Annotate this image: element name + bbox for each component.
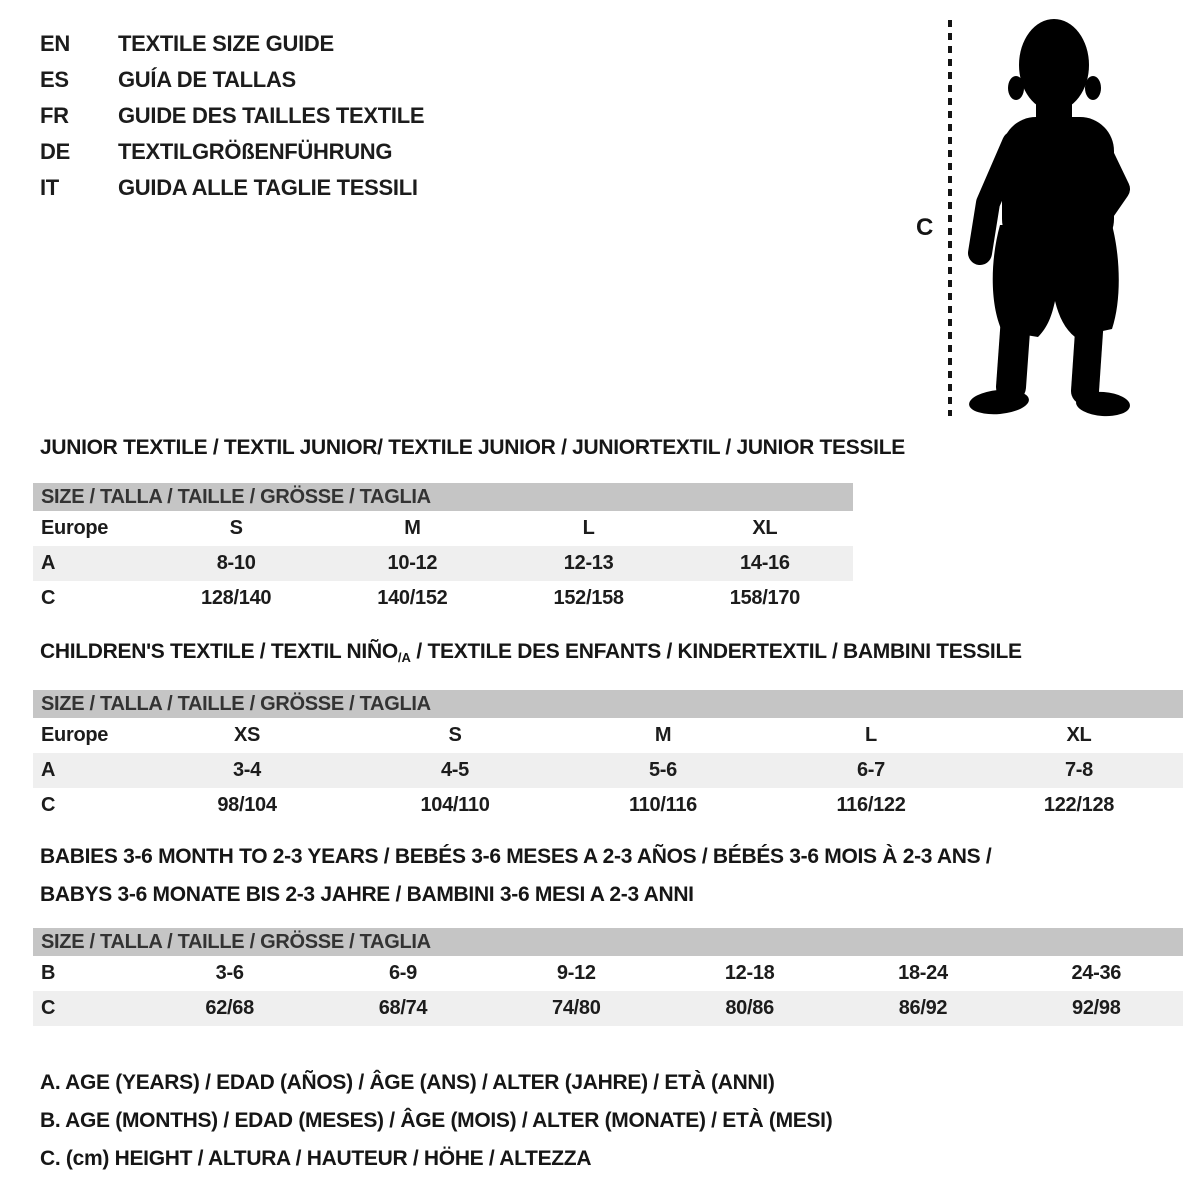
size-cell: 122/128 — [1043, 794, 1115, 816]
babies-section-title-line2: BABYS 3-6 MONATE BIS 2-3 JAHRE / BAMBINI 3-6 MESI A 2-3 ANNI — [40, 883, 694, 906]
size-header-text: SIZE / TALLA / TAILLE / GRÖSSE / TAGLIA — [41, 692, 431, 715]
language-list — [40, 26, 424, 206]
language-label: TEXTILGRÖßENFÜHRUNG — [118, 139, 393, 164]
table-row-months — [33, 956, 1183, 991]
size-header-bar — [33, 928, 1183, 956]
size-cell: 7-8 — [1064, 759, 1093, 781]
size-cell: 158/170 — [729, 587, 800, 609]
size-cell: 128/140 — [201, 587, 272, 609]
size-header-bar — [33, 483, 853, 511]
table-row-height — [33, 991, 1183, 1026]
row-label: C — [41, 794, 56, 816]
junior-size-table — [33, 483, 853, 616]
size-cell: 18-24 — [898, 962, 948, 984]
legend-line-c: C. (cm) HEIGHT / ALTURA / HAUTEUR / HÖHE / ALTEZZA — [40, 1147, 592, 1170]
language-label: GUIDA ALLE TAGLIE TESSILI — [118, 175, 418, 200]
table-row-europe — [33, 718, 1183, 753]
size-header-bar — [33, 690, 1183, 718]
size-cell: 74/80 — [552, 997, 601, 1019]
size-cell: 5-6 — [648, 759, 677, 781]
row-label: Europe — [41, 517, 109, 539]
language-row-it — [40, 170, 424, 206]
size-cell: 8-10 — [216, 552, 256, 574]
size-cell: 12-13 — [563, 552, 614, 574]
size-cell: 98/104 — [217, 794, 277, 816]
legend-line-a: A. AGE (YEARS) / EDAD (AÑOS) / ÂGE (ANS) / ALTER (JAHRE) / ETÀ (ANNI) — [40, 1071, 775, 1094]
language-label: GUÍA DE TALLAS — [118, 67, 296, 92]
table-row-age — [33, 546, 853, 581]
size-cell: 9-12 — [556, 962, 596, 984]
table-row-europe — [33, 511, 853, 546]
children-title-pre: CHILDREN'S TEXTILE / TEXTIL NIÑO — [40, 640, 398, 663]
size-cell: M — [404, 517, 421, 539]
size-cell: 140/152 — [377, 587, 448, 609]
size-cell: 152/158 — [553, 587, 624, 609]
size-cell: S — [448, 724, 462, 746]
measure-label-c: C — [916, 214, 934, 241]
size-cell: 3-6 — [215, 962, 244, 984]
children-section-title — [40, 640, 1022, 664]
size-cell: XL — [752, 517, 778, 539]
size-cell: 3-4 — [232, 759, 261, 781]
junior-section-title: JUNIOR TEXTILE / TEXTIL JUNIOR/ TEXTILE JUNIOR / JUNIORTEXTIL / JUNIOR TESSILE — [40, 436, 905, 459]
size-cell: 6-9 — [388, 962, 417, 984]
language-row-de — [40, 134, 424, 170]
table-row-height — [33, 581, 853, 616]
height-measure-dashed-line — [948, 20, 952, 416]
size-cell: 62/68 — [205, 997, 254, 1019]
language-code: ES — [40, 67, 69, 92]
size-cell: 68/74 — [378, 997, 428, 1019]
size-cell: 116/122 — [836, 794, 906, 816]
size-cell: XL — [1066, 724, 1092, 746]
size-header-text: SIZE / TALLA / TAILLE / GRÖSSE / TAGLIA — [41, 485, 431, 508]
row-label: A — [41, 552, 56, 574]
language-code: IT — [40, 175, 59, 200]
row-label: A — [41, 759, 56, 781]
size-cell: 10-12 — [387, 552, 438, 574]
language-row-fr — [40, 98, 424, 134]
size-cell: XS — [233, 724, 261, 746]
size-cell: 110/116 — [629, 794, 697, 816]
size-cell: 104/110 — [420, 794, 490, 816]
size-cell: L — [582, 517, 595, 539]
children-title-sub: /A — [397, 650, 411, 665]
language-label: TEXTILE SIZE GUIDE — [118, 31, 334, 56]
row-label: C — [41, 587, 56, 609]
size-cell: 14-16 — [740, 552, 790, 574]
language-code: DE — [40, 139, 70, 164]
size-cell: 86/92 — [898, 997, 948, 1019]
size-cell: 24-36 — [1071, 962, 1122, 984]
table-row-height — [33, 788, 1183, 823]
legend-line-b: B. AGE (MONTHS) / EDAD (MESES) / ÂGE (MOIS) / ALTER (MONATE) / ETÀ (MESI) — [40, 1109, 833, 1132]
size-cell: 6-7 — [856, 759, 885, 781]
babies-size-table — [33, 928, 1183, 1026]
children-size-table — [33, 690, 1183, 823]
row-label: C — [41, 997, 56, 1019]
babies-section-title-line1: BABIES 3-6 MONTH TO 2-3 YEARS / BEBÉS 3-6 MESES A 2-3 AÑOS / BÉBÉS 3-6 MOIS À 2-3 ANS / — [40, 845, 992, 868]
size-cell: 4-5 — [440, 759, 469, 781]
baby-silhouette — [966, 16, 1140, 418]
size-cell: 12-18 — [724, 962, 775, 984]
size-cell: 80/86 — [725, 997, 774, 1019]
language-row-en — [40, 26, 424, 62]
size-cell: 92/98 — [1072, 997, 1121, 1019]
size-cell: S — [229, 517, 243, 539]
children-title-post: / TEXTILE DES ENFANTS / KINDERTEXTIL / BAMBINI TESSILE — [410, 640, 1022, 663]
language-label: GUIDE DES TAILLES TEXTILE — [118, 103, 425, 128]
row-label: B — [41, 962, 56, 984]
size-cell: L — [865, 724, 877, 746]
row-label: Europe — [41, 724, 109, 746]
language-code: FR — [40, 103, 69, 128]
table-row-age — [33, 753, 1183, 788]
language-code: EN — [40, 31, 70, 56]
size-cell: M — [654, 724, 672, 746]
legend — [40, 1064, 832, 1178]
language-row-es — [40, 62, 424, 98]
size-header-text: SIZE / TALLA / TAILLE / GRÖSSE / TAGLIA — [41, 930, 431, 953]
